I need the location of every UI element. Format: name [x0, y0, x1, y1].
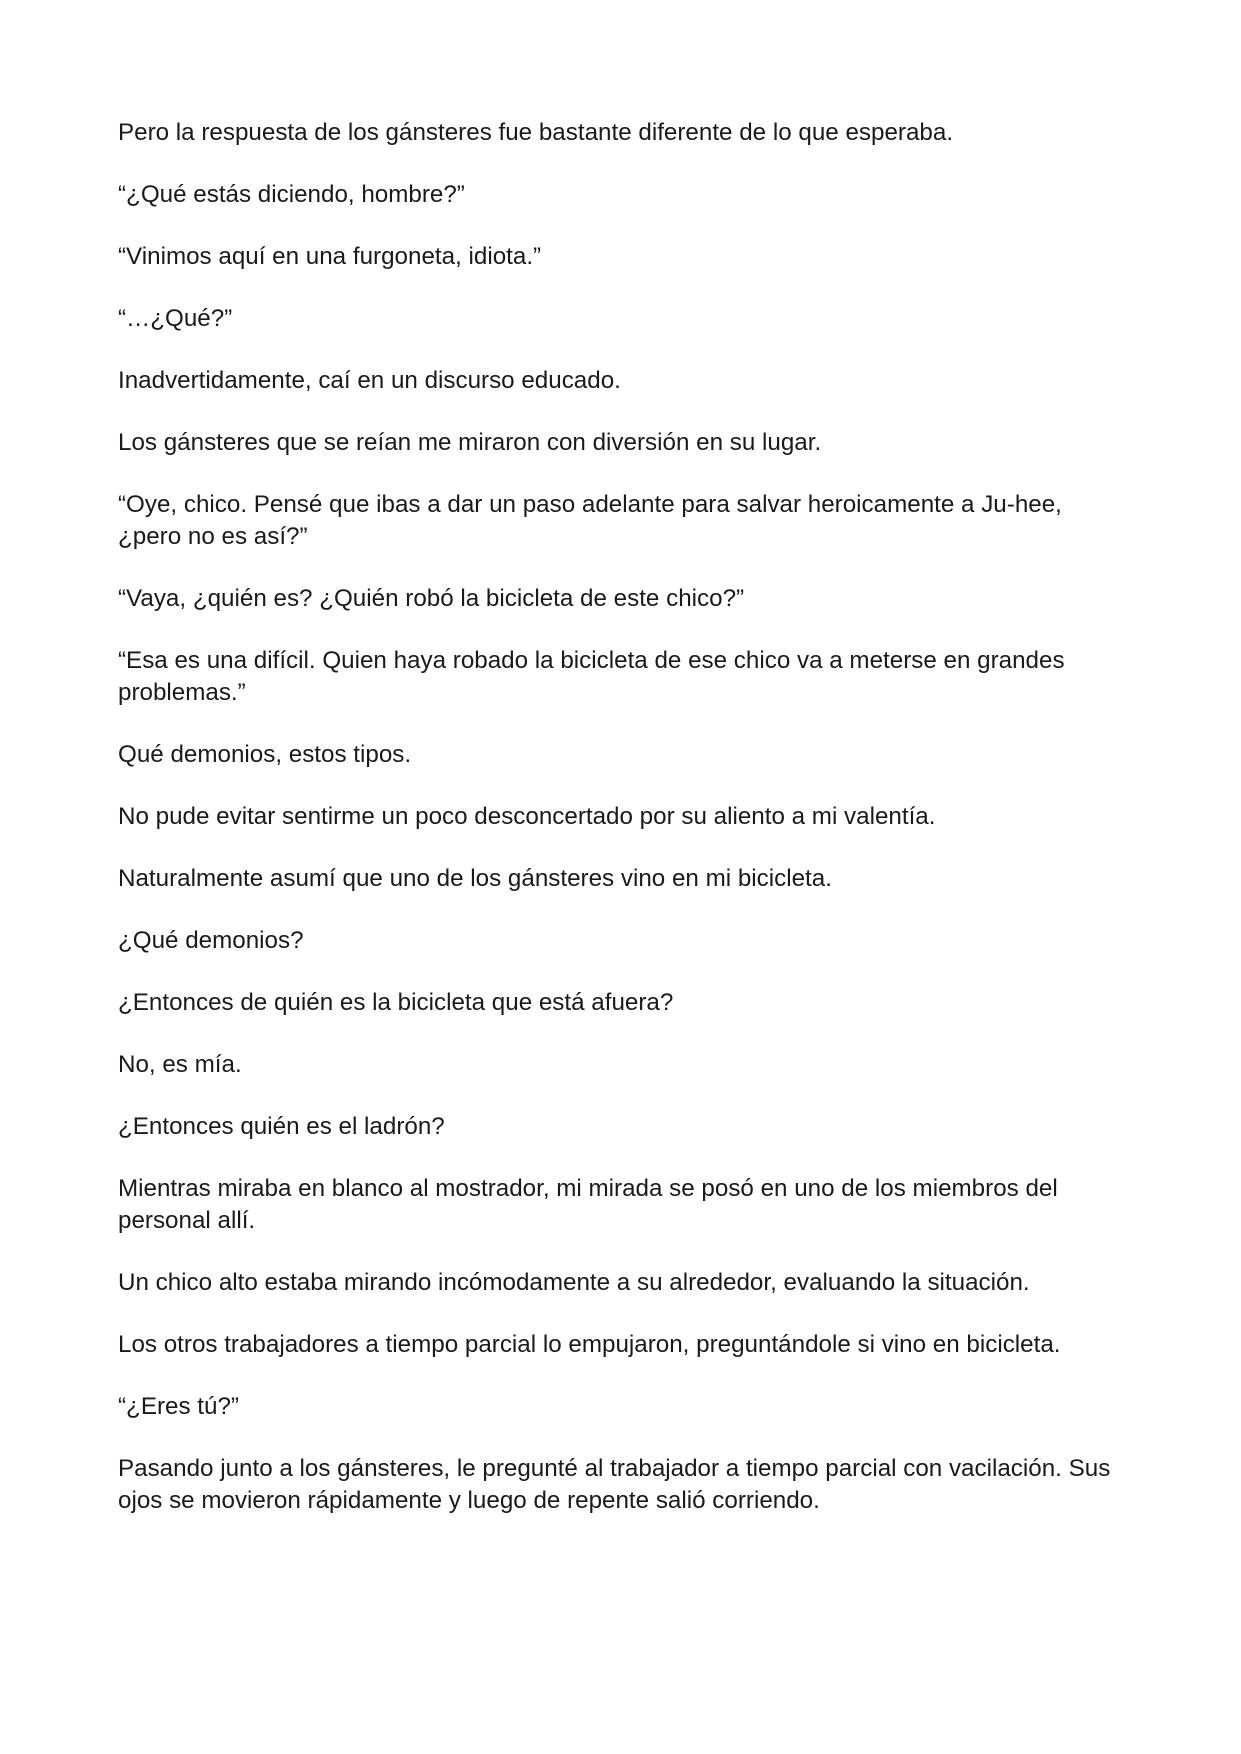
paragraph: “Vaya, ¿quién es? ¿Quién robó la bicicleta de este chico?”	[118, 585, 745, 612]
document-body	[118, 117, 1128, 1547]
paragraph: “Esa es una difícil. Quien haya robado la bicicleta de ese chico va a meterse en grandes problemas.”	[118, 647, 1065, 706]
paragraph: “…¿Qué?”	[118, 305, 233, 332]
paragraph: “¿Eres tú?”	[118, 1393, 239, 1420]
paragraph: Pero la respuesta de los gánsteres fue bastante diferente de lo que esperaba.	[118, 119, 954, 146]
paragraph: Inadvertidamente, caí en un discurso educado.	[118, 367, 621, 394]
paragraph: ¿Entonces quién es el ladrón?	[118, 1113, 445, 1140]
paragraph: Pasando junto a los gánsteres, le pregunté al trabajador a tiempo parcial con vacilación. Sus ojos se movieron rápidamente y luego de repente salió corriendo.	[118, 1455, 1111, 1514]
paragraph: “Vinimos aquí en una furgoneta, idiota.”	[118, 243, 542, 270]
paragraph: Los gánsteres que se reían me miraron con diversión en su lugar.	[118, 429, 822, 456]
paragraph: “¿Qué estás diciendo, hombre?”	[118, 181, 465, 208]
paragraph: Naturalmente asumí que uno de los gánsteres vino en mi bicicleta.	[118, 865, 832, 892]
paragraph: Mientras miraba en blanco al mostrador, mi mirada se posó en uno de los miembros del personal allí.	[118, 1175, 1058, 1234]
paragraph: ¿Entonces de quién es la bicicleta que está afuera?	[118, 989, 674, 1016]
paragraph: Qué demonios, estos tipos.	[118, 741, 412, 768]
paragraph: Los otros trabajadores a tiempo parcial lo empujaron, preguntándole si vino en bicicleta.	[118, 1331, 1061, 1358]
paragraph: No pude evitar sentirme un poco desconcertado por su aliento a mi valentía.	[118, 803, 936, 830]
paragraph: “Oye, chico. Pensé que ibas a dar un paso adelante para salvar heroicamente a Ju-hee, ¿pero no es así?”	[118, 491, 1062, 550]
paragraph: No, es mía.	[118, 1051, 242, 1078]
paragraph: ¿Qué demonios?	[118, 927, 304, 954]
paragraph: Un chico alto estaba mirando incómodamente a su alrededor, evaluando la situación.	[118, 1269, 1030, 1296]
